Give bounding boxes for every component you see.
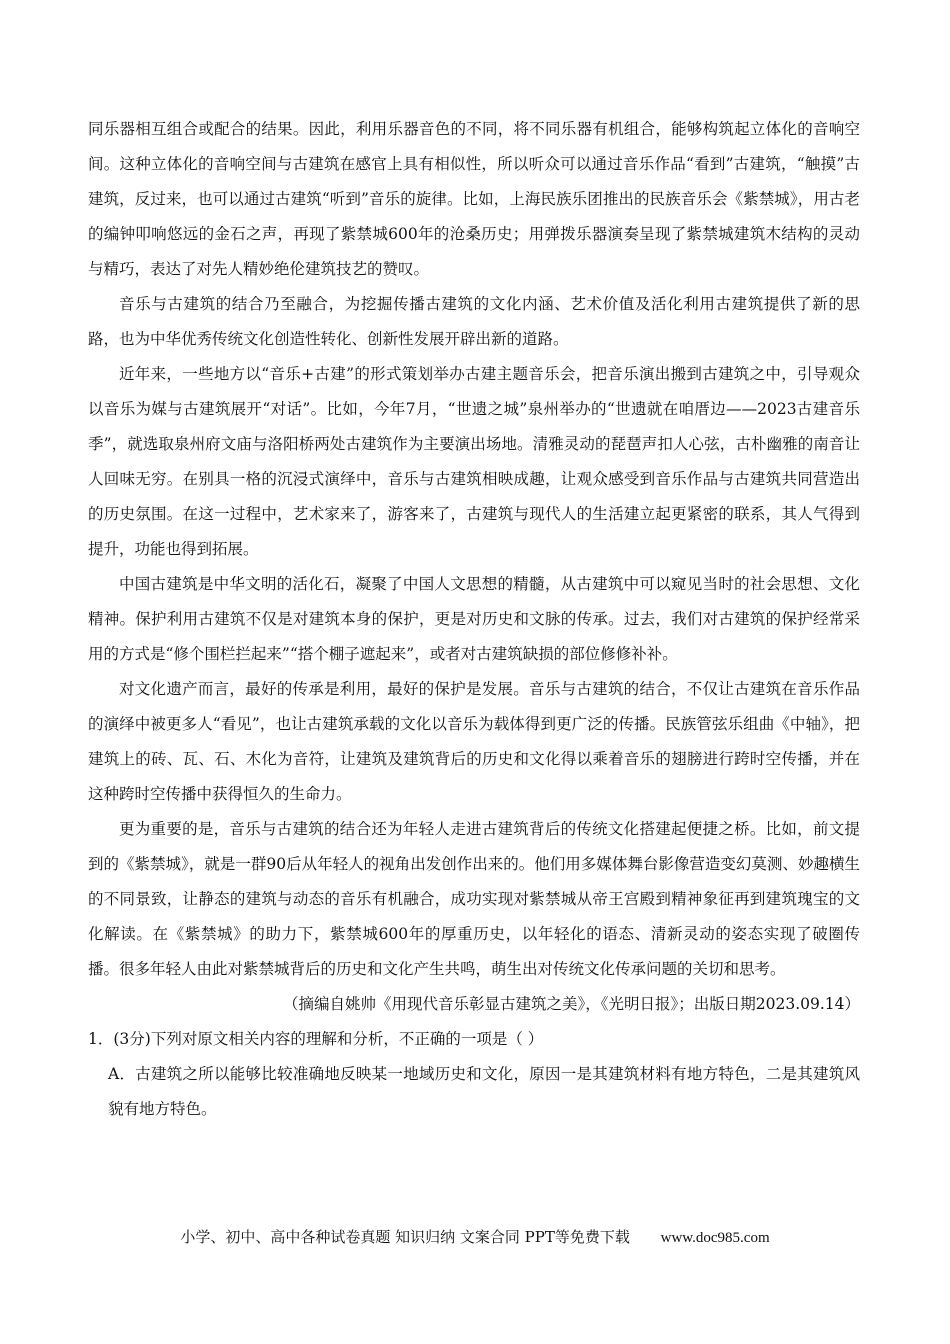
page-footer bbox=[0, 1226, 950, 1247]
footer-url[interactable]: www.doc985.com bbox=[660, 1230, 770, 1246]
question-option-a: A．古建筑之所以能够比较准确地反映某一地域历史和文化，原因一是其建筑材料有地方特色，二是其建筑风貌有地方特色。 bbox=[108, 1065, 860, 1118]
source-citation: （摘编自姚帅《用现代音乐彰显古建筑之美》，《光明日报》；出版日期2023.09.14） bbox=[283, 995, 860, 1013]
paragraph-3: 近年来，一些地方以“音乐+古建”的形式策划举办古建主题音乐会，把音乐演出搬到古建筑之中，引导观众以音乐为媒与古建筑展开“对话”。比如，今年7月，“世遗之城”泉州举办的“世遗就在咱厝边——2023古建音乐季”，就选取泉州府文庙与洛阳桥两处古建筑作为主要演出场地。清雅灵动的琵琶声扣人心弦，古朴幽雅的南音让人回味无穷。在别具一格的沉浸式演绎中，音乐与古建筑相映成趣，让观众感受到音乐作品与古建筑共同营造出的历史氛围。在这一过程中，艺术家来了，游客来了，古建筑与现代人的生活建立起更紧密的联系，其人气得到提升，功能也得到拓展。 bbox=[88, 365, 860, 558]
document-page bbox=[88, 112, 860, 1127]
question-stem: 1．(3分)下列对原文相关内容的理解和分析，不正确的一项是（ ） bbox=[88, 1030, 544, 1048]
footer-text: 小学、初中、高中各种试卷真题 知识归纳 文案合同 PPT等免费下载 bbox=[180, 1228, 630, 1246]
paragraph-4: 中国古建筑是中华文明的活化石，凝聚了中国人文思想的精髓，从古建筑中可以窥见当时的社会思想、文化精神。保护利用古建筑不仅是对建筑本身的保护，更是对历史和文脉的传承。过去，我们对古建筑的保护经常采用的方式是“修个围栏拦起来”“搭个棚子遮起来”，或者对古建筑缺损的部位修修补补。 bbox=[88, 575, 860, 663]
paragraph-5: 对文化遗产而言，最好的传承是利用，最好的保护是发展。音乐与古建筑的结合，不仅让古建筑在音乐作品的演绎中被更多人“看见”，也让古建筑承载的文化以音乐为载体得到更广泛的传播。民族管弦乐组曲《中轴》，把建筑上的砖、瓦、石、木化为音符，让建筑及建筑背后的历史和文化得以乘着音乐的翅膀进行跨时空传播，并在这种跨时空传播中获得恒久的生命力。 bbox=[88, 680, 860, 803]
paragraph-6: 更为重要的是，音乐与古建筑的结合还为年轻人走进古建筑背后的传统文化搭建起便捷之桥。比如，前文提到的《紫禁城》，就是一群90后从年轻人的视角出发创作出来的。他们用多媒体舞台影像营造变幻莫测、妙趣横生的不同景致，让静态的建筑与动态的音乐有机融合，成功实现对紫禁城从帝王宫殿到精神象征再到建筑瑰宝的文化解读。在《紫禁城》的助力下，紫禁城600年的厚重历史，以年轻化的语态、清新灵动的姿态实现了破圈传播。很多年轻人由此对紫禁城背后的历史和文化产生共鸣，萌生出对传统文化传承问题的关切和思考。 bbox=[88, 820, 860, 978]
paragraph-1: 同乐器相互组合或配合的结果。因此，利用乐器音色的不同，将不同乐器有机组合，能够构筑起立体化的音响空间。这种立体化的音响空间与古建筑在感官上具有相似性，所以听众可以通过音乐作品“看到”古建筑，“触摸”古建筑，反过来，也可以通过古建筑“听到”音乐的旋律。比如，上海民族乐团推出的民族音乐会《紫禁城》，用古老的编钟叩响悠远的金石之声，再现了紫禁城600年的沧桑历史；用弹拨乐器演奏呈现了紫禁城建筑木结构的灵动与精巧，表达了对先人精妙绝伦建筑技艺的赞叹。 bbox=[88, 120, 860, 278]
paragraph-2: 音乐与古建筑的结合乃至融合，为挖掘传播古建筑的文化内涵、艺术价值及活化利用古建筑提供了新的思路，也为中华优秀传统文化创造性转化、创新性发展开辟出新的道路。 bbox=[88, 295, 860, 348]
